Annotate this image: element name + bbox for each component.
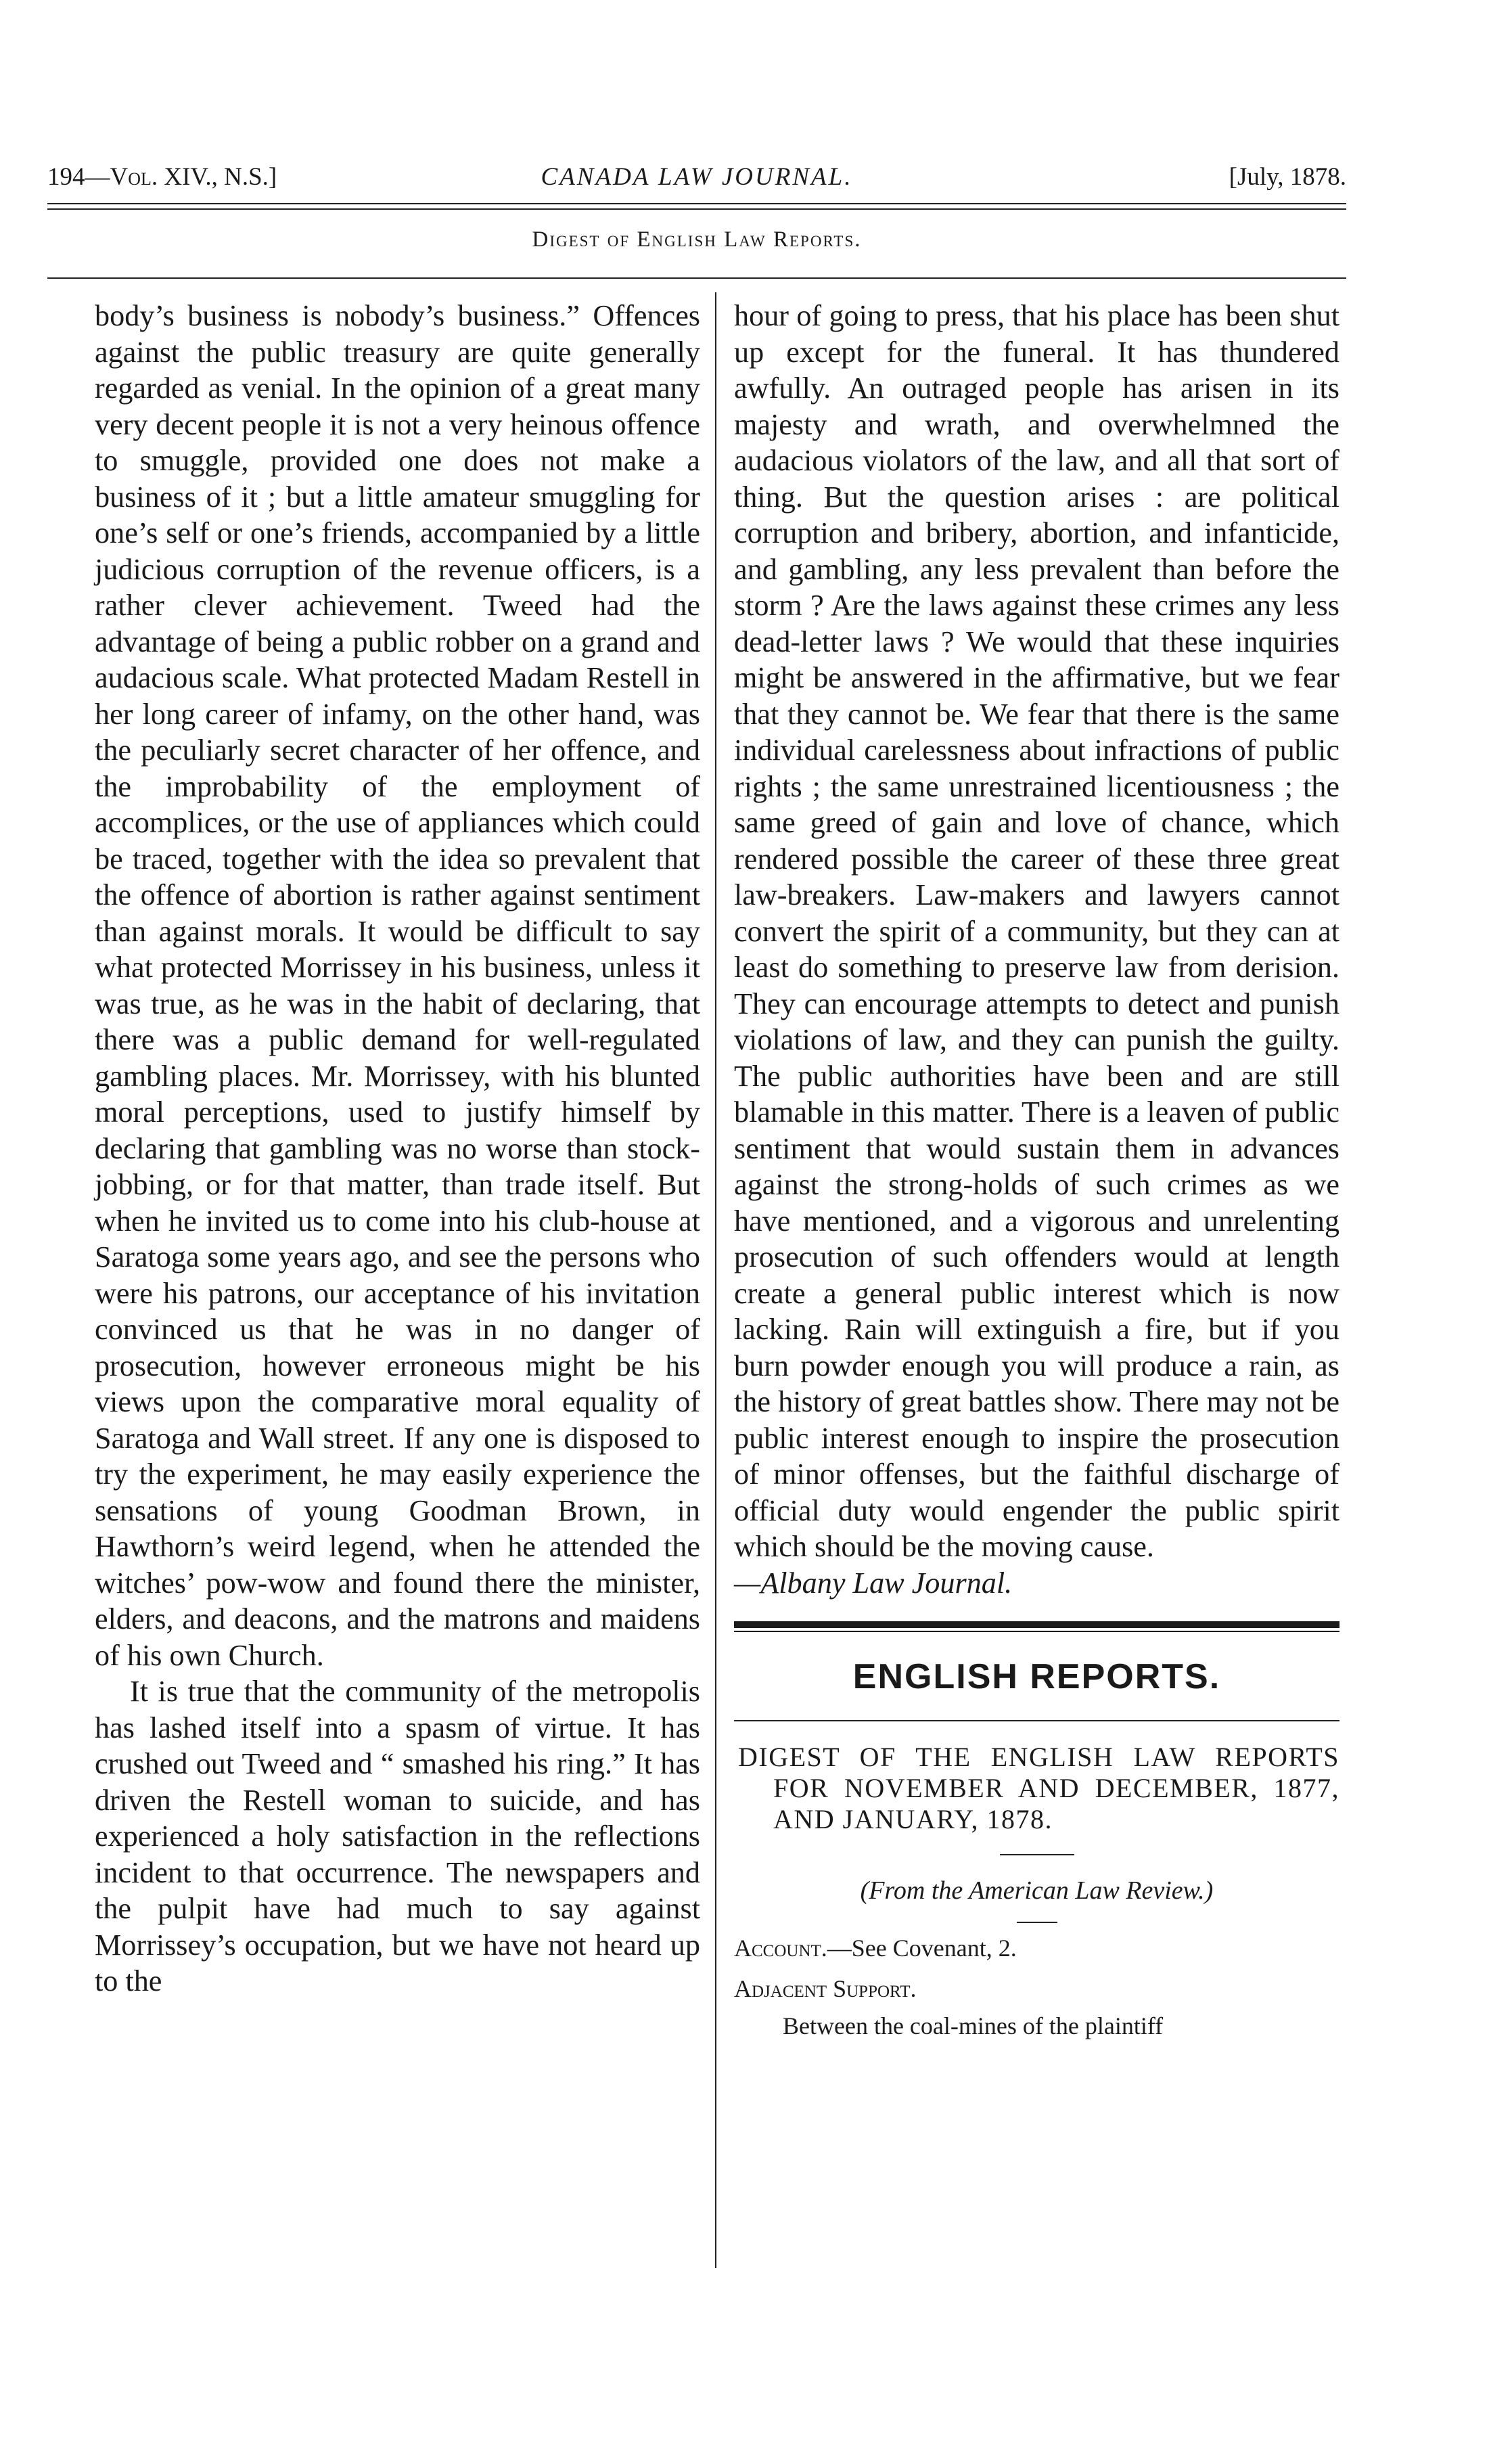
left-paragraph-2: It is true that the community of the metropolis has lashed itself into a spasm of virtue. It has crushed out Tweed and “ smashed his ring.” It has driven the Restell woman to suicide, and has experienced a holy satisfaction in the reflections incident to that occurrence. The newspapers and the pulpit have had much to say against Morrissey’s occupation, but we have not heard up to the [95, 1675, 700, 1997]
header-double-rule [47, 203, 1346, 210]
entry-account-head: Account. [734, 1934, 827, 1962]
heavy-rule-thin [734, 1631, 1339, 1632]
section-title: Digest of English Law Reports. [532, 227, 862, 252]
entry-adjacent-head: Adjacent Support. [734, 1974, 917, 2002]
entry-adjacent-support [734, 1973, 1339, 2004]
left-paragraph-1: body’s business is nobody’s business.” Offences against the public treasury are quite generally regarded as venial. In the opinion of a great many very decent people it is not a very heinous offence to smuggle, provided one does not make a business of it ; but a little amateur smuggling for one’s self or one’s friends, accompanied by a little judicious corruption of the revenue officers, is a rather clever achievement. Tweed had the advantage of being a public robber on a grand and audacious scale. What protected Madam Restell in her long career of infamy, on the other hand, was the peculiarly secret character of her offence, and the improbability of the employment of accomplices, or the use of appliances which could be traced, together with the idea so prevalent that the offence of abortion is rather against sentiment than against morals. It would be difficult to say what protected Morrissey in his business, unless it was true, as he was in the habit of declaring, that there was a public demand for well-regulated gambling places. Mr. Morrissey, with his blunted moral perceptions, used to justify himself by declaring that gambling was no worse than stock-jobbing, or for that matter, than trade itself. But when he invited us to come into his club-house at Saratoga some years ago, and see the persons who were his patrons, our acceptance of his invitation convinced us that he was in no danger of prosecution, however erroneous might be his views upon the comparative moral equality of Saratoga and Wall street. If any one is disposed to try the experiment, he may easily experience the sensations of young Goodman Brown, in Hawthorn’s weird legend, when he attended the witches’ pow-wow and found there the minister, elders, and deacons, and the matrons and maidens of his own Church. [95, 299, 700, 1672]
tiny-rule [1017, 1922, 1057, 1923]
running-head-journal-title: CANADA LAW JOURNAL. [541, 163, 853, 191]
section-rule [47, 277, 1346, 279]
reports-rule [734, 1720, 1339, 1721]
source-note: (From the American Law Review.) [860, 1876, 1214, 1905]
column-divider [715, 292, 716, 2268]
running-head [47, 157, 1346, 198]
heavy-rule [734, 1621, 1339, 1628]
digest-title: DIGEST OF THE ENGLISH LAW REPORTS FOR NOVEMBER AND DECEMBER, 1877, AND JANUARY, 1878. [738, 1742, 1339, 1834]
article-source: —Albany Law Journal. [734, 1566, 1013, 1600]
entry-account [734, 1933, 1339, 1964]
left-column [95, 298, 700, 2000]
running-head-volume: 194—Vol. XIV., N.S.] [47, 163, 277, 191]
english-reports-heading: ENGLISH REPORTS. [852, 1657, 1221, 1696]
right-paragraph-1: hour of going to press, that his place has been shut up except for the funeral. It has thundered awfully. An outraged people has arisen in its majesty and wrath, and overwhelmned the audacious violators of the law, and all that sort of thing. But the question arises : are political corruption and bribery, abortion, and infanticide, and gambling, any less prevalent than before the storm ? Are the laws against these crimes any less dead-letter laws ? We would that these inquiries might be answered in the affirmative, but we fear that they cannot be. We fear that there is the same individual carelessness about infractions of public rights ; the same unrestrained licentiousness ; the same greed of gain and love of chance, which rendered possible the career of these three great law-breakers. Law-makers and lawyers cannot convert the spirit of a community, but they can at least do something to preserve law from derision. They can encourage attempts to detect and punish violations of law, and they can punish the guilty. The public authorities have been and are still blamable in this matter. There is a leaven of public sentiment that would sustain them in advances against the strong-holds of such crimes as we have mentioned, and a vigorous and unrelenting prosecution of such offenders would at length create a general public interest which is now lacking. Rain will extinguish a fire, but if you burn powder enough you will produce a rain, as the history of great battles show. There may not be public interest enough to inspire the prosecution of minor offenses, but the faithful discharge of official duty would engender the public spirit which should be the moving cause. [734, 299, 1339, 1563]
short-rule [1000, 1854, 1074, 1855]
running-head-date: [July, 1878. [1229, 163, 1346, 191]
entry-adjacent-text: Between the coal-mines of the plaintiff [783, 2012, 1164, 2039]
right-column [734, 298, 1339, 2041]
entry-account-reference: —See Covenant, 2. [827, 1934, 1017, 1962]
